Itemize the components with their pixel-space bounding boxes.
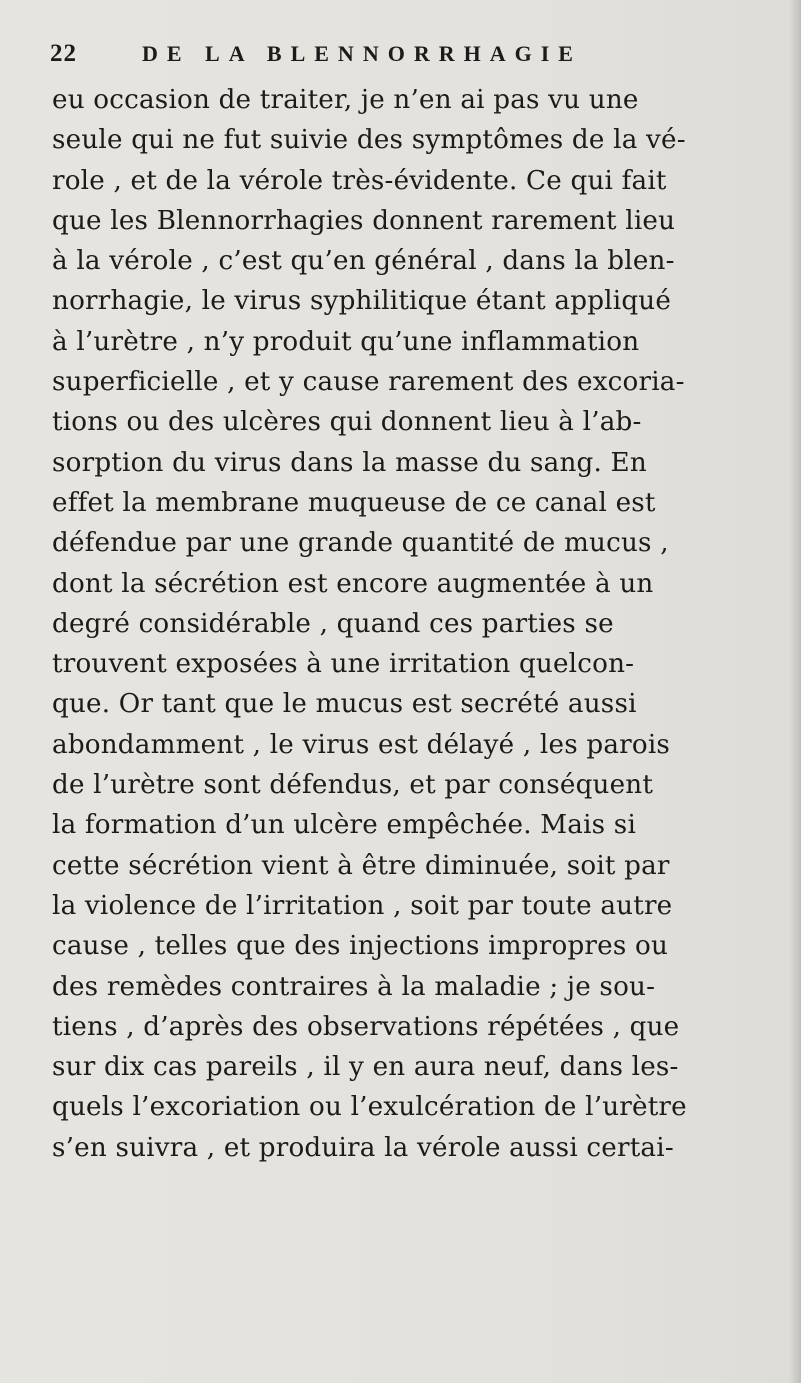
page-edge-shadow bbox=[789, 0, 801, 1383]
text-line: sorption du virus dans la masse du sang. En bbox=[52, 447, 647, 478]
text-line: que. Or tant que le mucus est secrété aussi bbox=[52, 689, 637, 720]
text-line: abondamment , le virus est délayé , les parois bbox=[52, 729, 671, 760]
text-line: tiens , d’après des observations répétées , que bbox=[52, 1011, 680, 1042]
text-line: à la vérole , c’est qu’en général , dans la blen- bbox=[52, 246, 675, 277]
text-line: effet la membrane muqueuse de ce canal est bbox=[52, 487, 656, 518]
text-line: seule qui ne fut suivie des symptômes de la vé- bbox=[52, 125, 686, 156]
body-text bbox=[52, 80, 762, 1168]
text-line: norrhagie, le virus syphilitique étant appliqué bbox=[52, 286, 672, 317]
running-title: DE LA BLENNORRHAGIE bbox=[142, 41, 582, 66]
text-line: des remèdes contraires à la maladie ; je sou- bbox=[52, 971, 656, 1002]
text-line: à l’urètre , n’y produit qu’une inflammation bbox=[52, 326, 640, 357]
text-line: trouvent exposées à une irritation quelcon- bbox=[52, 649, 635, 680]
text-line: défendue par une grande quantité de mucus , bbox=[52, 528, 669, 559]
text-line: role , et de la vérole très-évidente. Ce qui fait bbox=[52, 165, 667, 196]
page-number: 22 bbox=[50, 40, 77, 67]
text-line: eu occasion de traiter, je n’en ai pas vu une bbox=[52, 85, 639, 115]
text-line: cette sécrétion vient à être diminuée, soit par bbox=[52, 850, 670, 881]
text-line: cause , telles que des injections impropres ou bbox=[52, 931, 669, 962]
running-head bbox=[50, 40, 750, 80]
text-line: quels l’excoriation ou l’exulcération de l’urètre bbox=[52, 1092, 687, 1123]
text-line: la violence de l’irritation , soit par toute autre bbox=[52, 890, 673, 921]
text-line: sur dix cas pareils , il y en aura neuf, dans les- bbox=[52, 1052, 679, 1083]
text-line: de l’urètre sont défendus, et par conséquent bbox=[52, 770, 654, 801]
text-line: s’en suivra , et produira la vérole aussi certai- bbox=[52, 1132, 674, 1163]
text-line: que les Blennorrhagies donnent rarement lieu bbox=[52, 205, 676, 236]
text-line: superficielle , et y cause rarement des excoria- bbox=[52, 367, 685, 398]
text-line: la formation d’un ulcère empêchée. Mais si bbox=[52, 810, 637, 841]
text-line: degré considérable , quand ces parties se bbox=[52, 608, 614, 639]
text-line: tions ou des ulcères qui donnent lieu à l’ab- bbox=[52, 407, 642, 438]
text-line: dont la sécrétion est encore augmentée à un bbox=[52, 568, 654, 599]
